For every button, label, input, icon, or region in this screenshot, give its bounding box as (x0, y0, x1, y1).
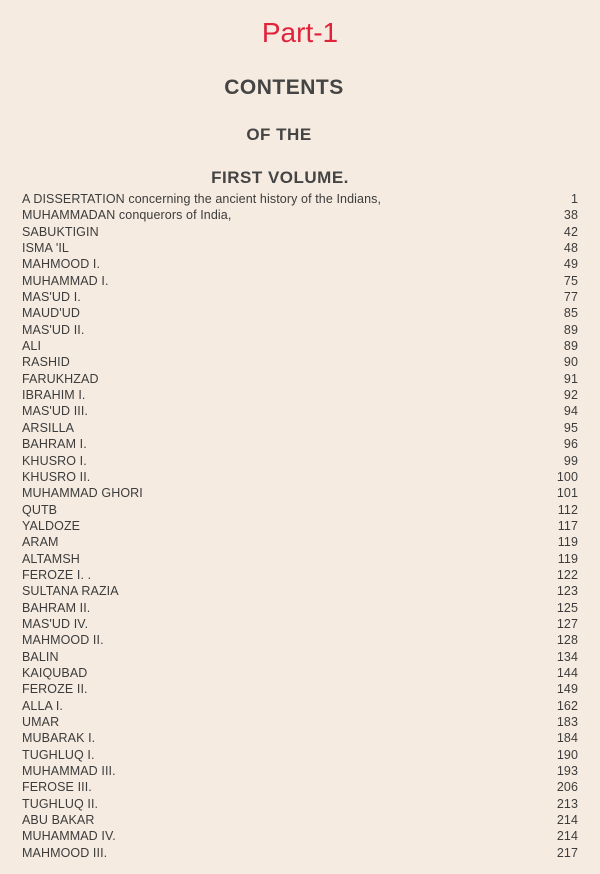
toc-entry (22, 256, 578, 272)
toc-entry-page-number: 48 (563, 241, 578, 256)
toc-entry-title: MAHMOOD I. (22, 257, 101, 272)
toc-entry (22, 779, 578, 795)
toc-entry-title: MAUD'UD (22, 306, 80, 321)
toc-entry (22, 698, 578, 714)
toc-entry-title: RASHID (22, 355, 70, 370)
toc-entry-title: UMAR (22, 715, 60, 729)
toc-entry (22, 322, 578, 338)
toc-entry (22, 502, 578, 518)
toc-entry-title: ARAM (22, 535, 59, 550)
toc-entry-title: MAHMOOD II. (22, 633, 104, 648)
toc-entry-title: MUHAMMAD IV. (22, 829, 116, 844)
toc-entry (22, 730, 578, 746)
toc-entry-title: ISMA 'IL (22, 241, 69, 256)
toc-entry-page-number: 217 (556, 845, 578, 860)
toc-entry-page-number: 95 (563, 420, 578, 435)
part-label: Part-1 (261, 17, 339, 48)
toc-entry (22, 534, 578, 550)
toc-entry-page-number: 123 (556, 584, 578, 599)
toc-entry (22, 551, 578, 567)
toc-entry-title: FEROZE I. . (22, 567, 92, 582)
toc-entry (22, 845, 578, 861)
toc-entry-page-number: 119 (557, 535, 578, 550)
toc-entry-page-number: 112 (557, 502, 578, 517)
toc-entry-page-number: 1 (570, 192, 578, 206)
toc-entry (22, 403, 578, 419)
toc-entry-title: IBRAHIM I. (22, 388, 86, 403)
toc-entry-title: QUTB (22, 502, 58, 517)
toc-entry (22, 420, 578, 436)
toc-entry-title: SABUKTIGIN (22, 224, 99, 239)
toc-entry (22, 289, 578, 305)
toc-entry (22, 747, 578, 763)
toc-entry-page-number: 77 (563, 290, 578, 305)
toc-entry-title: MAS'UD I. (22, 290, 81, 305)
toc-entry-page-number: 183 (556, 715, 578, 729)
toc-entry-page-number: 184 (556, 731, 578, 746)
toc-entry-title: TUGHLUQ II. (22, 796, 99, 811)
toc-entry-page-number: 90 (563, 355, 578, 370)
toc-entry-title: MUBARAK I. (22, 731, 96, 746)
toc-entry-title: MAS'UD IV. (22, 616, 89, 631)
toc-entry-page-number: 100 (556, 469, 578, 484)
toc-entry-title: KHUSRO II. (22, 469, 91, 484)
toc-entry (22, 207, 578, 223)
toc-entry-title: A DISSERTATION concerning the ancient history of the Indians, (22, 192, 382, 206)
toc-entry-page-number: 193 (556, 764, 578, 779)
toc-entry-page-number: 75 (563, 273, 578, 288)
toc-entry (22, 273, 578, 289)
toc-entry-page-number: 190 (556, 747, 578, 762)
contents-heading: CONTENTS (224, 76, 344, 99)
toc-entry-page-number: 91 (563, 371, 578, 386)
toc-entry-page-number: 96 (563, 437, 578, 452)
toc-entry (22, 567, 578, 583)
toc-entry-title: KHUSRO I. (22, 453, 87, 468)
toc-entry (22, 649, 578, 665)
toc-entry (22, 224, 578, 240)
toc-entry-page-number: 49 (563, 257, 578, 272)
toc-entry (22, 796, 578, 812)
toc-entry-page-number: 149 (556, 682, 578, 697)
toc-entry (22, 338, 578, 354)
toc-entry (22, 681, 578, 697)
toc-entry-title: MUHAMMADAN conquerors of India, (22, 208, 232, 223)
of-the-heading: OF THE (246, 125, 312, 144)
toc-entry-page-number: 94 (563, 404, 578, 419)
toc-entry (22, 453, 578, 469)
toc-entry-title: ALLA I. (22, 698, 64, 713)
toc-entry-title: MUHAMMAD III. (22, 764, 116, 779)
toc-entry (22, 436, 578, 452)
toc-entry (22, 665, 578, 681)
toc-entry-title: SULTANA RAZIA (22, 584, 119, 599)
toc-entry-title: ALTAMSH (22, 551, 80, 566)
toc-entry-title: FEROSE III. (22, 780, 92, 795)
toc-entry-page-number: 127 (556, 616, 578, 631)
table-of-contents (22, 191, 578, 861)
toc-entry (22, 583, 578, 599)
toc-entry-title: ALI (22, 339, 42, 354)
toc-entry-page-number: 119 (557, 551, 578, 566)
toc-entry-page-number: 42 (563, 224, 578, 239)
toc-entry (22, 354, 578, 370)
toc-entry-title: FARUKHZAD (22, 371, 99, 386)
toc-entry (22, 763, 578, 779)
toc-entry-page-number: 85 (563, 306, 578, 321)
toc-entry-title: MUHAMMAD I. (22, 273, 109, 288)
toc-entry-page-number: 117 (557, 518, 578, 533)
toc-entry (22, 371, 578, 387)
toc-entry-page-number: 144 (556, 665, 578, 680)
toc-entry-title: FEROZE II. (22, 682, 88, 697)
toc-entry-title: YALDOZE (22, 518, 81, 533)
toc-entry-page-number: 134 (556, 649, 578, 664)
toc-entry-page-number: 213 (556, 796, 578, 811)
toc-entry-title: MAHMOOD III. (22, 845, 108, 860)
toc-entry-title: KAIQUBAD (22, 665, 88, 680)
toc-entry-title: BALIN (22, 649, 59, 664)
toc-entry (22, 305, 578, 321)
toc-entry-page-number: 99 (563, 453, 578, 468)
toc-entry-title: BAHRAM II. (22, 600, 91, 615)
toc-entry-page-number: 162 (556, 698, 578, 713)
toc-entry-title: MAS'UD II. (22, 322, 85, 337)
toc-entry (22, 485, 578, 501)
toc-entry (22, 387, 578, 403)
toc-entry-title: BAHRAM I. (22, 437, 87, 452)
toc-entry-page-number: 214 (556, 813, 578, 828)
toc-entry (22, 812, 578, 828)
toc-entry-title: MUHAMMAD GHORI (22, 486, 143, 501)
toc-entry (22, 828, 578, 844)
toc-entry (22, 191, 578, 207)
toc-entry (22, 600, 578, 616)
toc-entry-page-number: 89 (563, 322, 578, 337)
toc-entry-title: TUGHLUQ I. (22, 747, 95, 762)
toc-entry-title: ABU BAKAR (22, 813, 95, 828)
toc-entry (22, 240, 578, 256)
toc-entry-page-number: 214 (556, 829, 578, 844)
toc-entry-page-number: 38 (563, 208, 578, 223)
toc-entry (22, 616, 578, 632)
toc-entry-page-number: 92 (563, 388, 578, 403)
toc-entry-page-number: 101 (556, 486, 578, 501)
toc-entry-page-number: 128 (556, 633, 578, 648)
volume-heading: FIRST VOLUME. (211, 168, 349, 187)
toc-entry-title: ARSILLA (22, 420, 75, 435)
toc-entry (22, 518, 578, 534)
toc-entry-page-number: 122 (556, 567, 578, 582)
toc-entry (22, 469, 578, 485)
toc-entry-page-number: 125 (556, 600, 578, 615)
toc-entry (22, 632, 578, 648)
toc-entry-page-number: 206 (556, 780, 578, 795)
toc-entry (22, 714, 578, 730)
toc-entry-page-number: 89 (563, 339, 578, 354)
toc-entry-title: MAS'UD III. (22, 404, 88, 419)
